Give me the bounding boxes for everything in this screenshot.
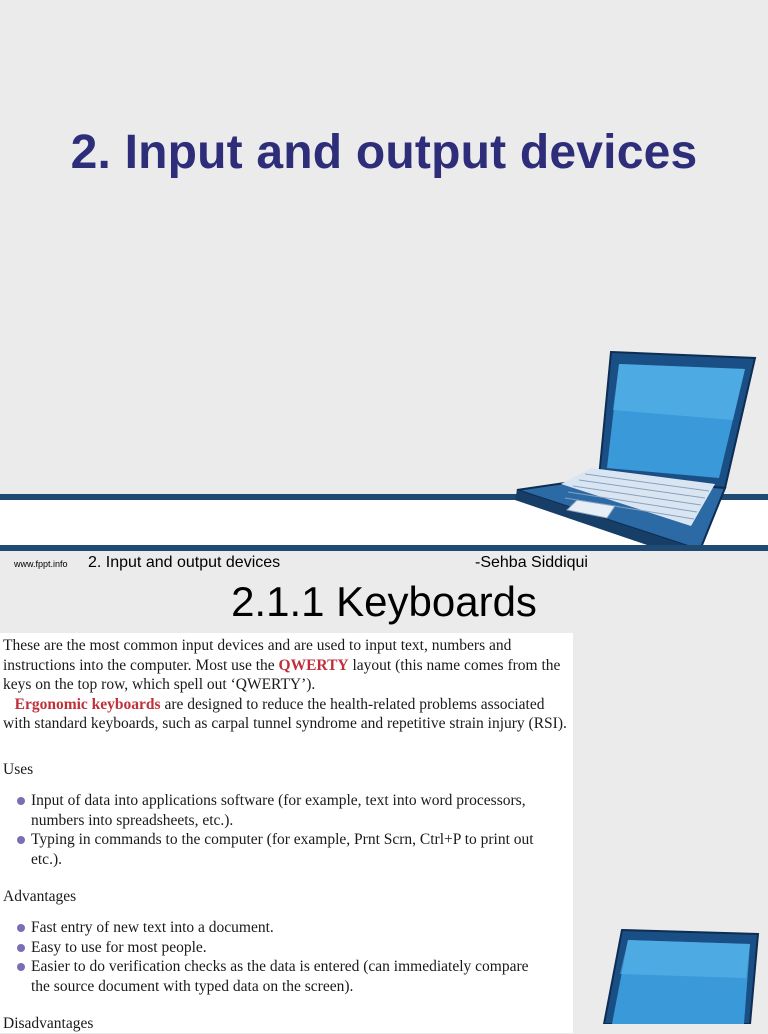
header-band-line <box>0 545 768 551</box>
keyboards-slide <box>0 545 768 1032</box>
slide-title: 2.1.1 Keyboards <box>231 578 537 625</box>
advantages-list <box>0 918 540 996</box>
footer-title: 2. Input and output devices <box>88 554 281 571</box>
advantages-heading: Advantages <box>3 888 77 905</box>
ergonomic-term: Ergonomic keyboards <box>14 695 161 713</box>
list-item: Fast entry of new text into a document. <box>0 918 540 938</box>
intro-text-2: layout (this name comes from the keys on the top row, which spell out ‘QWERTY’). <box>3 656 561 693</box>
uses-list <box>0 791 560 869</box>
slide-title: 2. Input and output devices <box>70 126 698 179</box>
laptop-illustration-icon <box>515 350 760 565</box>
intro-text-3: are designed to reduce the health-related problems associated with standard keyboards, such as carpal tunnel syndrome and repetitive strain injury (RSI). <box>3 695 567 732</box>
footer-author: -Sehba Siddiqui <box>475 554 588 571</box>
disadvantages-heading: Disadvantages <box>3 1015 94 1032</box>
list-item: Typing in commands to the computer (for example, Prnt Scrn, Ctrl+P to print out etc.). <box>0 830 560 869</box>
list-item: Input of data into applications software (for example, text into word processors, numbers into spreadsheets, etc.). <box>0 791 560 830</box>
qwerty-term: QWERTY <box>278 656 349 674</box>
intro-text-1: These are the most common input devices and are used to input text, numbers and instructions into the computer. Most use the <box>3 637 512 674</box>
intro-paragraph <box>0 633 569 734</box>
footer-url: www.fppt.info <box>14 559 68 569</box>
list-item: Easy to use for most people. <box>0 938 540 958</box>
uses-heading: Uses <box>3 761 34 778</box>
slide-footer <box>0 553 768 575</box>
list-item: Easier to do verification checks as the data is entered (can immediately compare the source document with typed data on the screen). <box>0 957 540 996</box>
laptop-illustration-icon <box>600 928 768 1024</box>
textbook-excerpt <box>0 633 573 1033</box>
